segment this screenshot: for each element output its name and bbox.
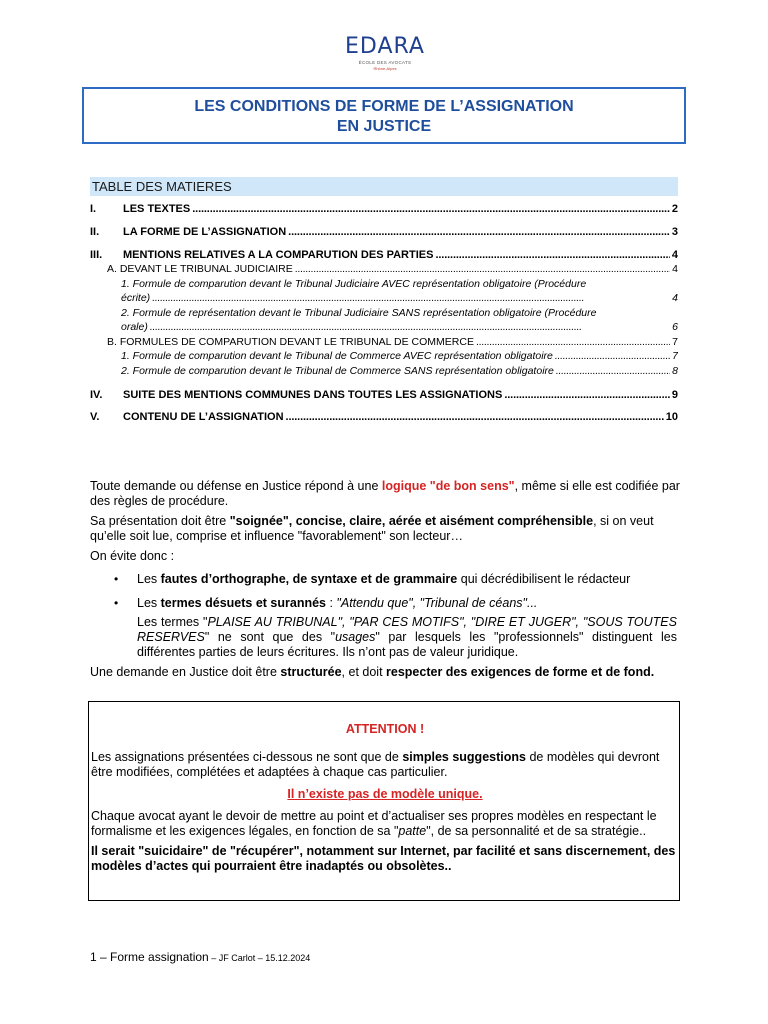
toc-entry-title: LES TEXTES [123,203,191,215]
bullet-icon: • [114,596,119,610]
toc-entry-3b1[interactable] [121,350,678,362]
toc-leader [476,336,670,348]
toc-entry-3a1[interactable] [121,292,678,304]
bold-text: termes désuets et surannés [160,596,326,610]
text-run: " ne sont que des " [204,630,336,644]
toc-entry-5[interactable] [90,411,678,423]
toc-entry-title: orale) [121,321,148,333]
toc-entry-title: MENTIONS RELATIVES A LA COMPARUTION DES PARTIES [123,249,434,261]
toc-entry-3a2[interactable] [121,321,678,333]
text-run: qui décrédibilisent le rédacteur [457,572,631,586]
toc-entry-page: 4 [672,292,678,304]
toc-leader [555,350,670,362]
toc-entry-page: 3 [671,226,678,238]
bold-text: fautes d’orthographe, de syntaxe et de grammaire [160,572,458,586]
toc-entry-title: LA FORME DE L’ASSIGNATION [123,226,287,238]
toc-leader [556,365,670,377]
toc-entry-3[interactable] [90,249,678,261]
bold-text: simples suggestions [402,750,526,764]
toc-leader [295,263,670,275]
italic-text: "Attendu que", "Tribunal de céans"... [336,596,538,610]
attention-paragraph-1 [91,750,679,780]
bullet-icon: • [114,572,119,586]
text-run: Sa présentation doit être [90,514,230,528]
toc-entry-title: A. DEVANT LE TRIBUNAL JUDICIAIRE [107,263,293,275]
toc-entry-page: 7 [672,336,678,348]
text-run: ", de sa personnalité et de sa stratégie.. [426,824,647,838]
text-run: Une demande en Justice doit être [90,665,281,679]
attention-heading: ATTENTION ! [345,722,425,736]
toc-leader [504,389,670,401]
toc-entry-number: I. [90,203,97,215]
toc-entry-number: II. [90,226,100,238]
edara-logo [340,36,430,71]
italic-text: patte [398,824,427,838]
no-unique-model-notice [91,787,679,802]
text-run: de modèles qui devront être modifiées, complétées et adaptées à chaque cas particulier. [91,750,660,779]
toc-leader [150,321,670,333]
toc-leader [435,249,669,261]
title-line-1: LES CONDITIONS DE FORME DE L’ASSIGNATION [194,98,574,115]
toc-entry-title: 1. Formule de comparution devant le Tribunal de Commerce AVEC représentation obligatoire [121,350,553,362]
toc-entry-title: CONTENU DE L’ASSIGNATION [123,411,284,423]
toc-leader [286,411,664,423]
toc-header: TABLE DES MATIERES [90,177,678,196]
toc-entry-3a2-line1[interactable]: 2. Formule de représentation devant le Tribunal Judiciaire SANS représentation obligatoire (Procédure [121,307,597,319]
toc-entry-page: 10 [665,411,678,423]
text-run: Les [137,596,161,610]
structure-paragraph [90,665,680,680]
attention-paragraph-2 [91,809,679,839]
terms-paragraph [137,615,677,660]
toc-leader [152,292,670,304]
logo-subtitle: Rhône-Alpes [373,66,397,71]
toc-entry-1[interactable] [90,203,678,215]
text-run: Chaque avocat ayant le devoir de mettre au point et d’actualiser ses propres modèles en respectant le formalisme et les exigences légales, en fonction de sa " [91,809,657,838]
italic-text: PLAISE AU TRIBUNAL", "PAR CES MOTIFS", "DIRE ET JUGER", "SOUS TOUTES RESERVES [137,615,677,644]
toc-entry-title: 2. Formule de comparution devant le Tribunal de Commerce SANS représentation obligatoire [121,365,554,377]
document-title-box [82,87,686,144]
bullet-item-1 [137,572,680,587]
bold-text: structurée [280,665,342,679]
toc-entry-4[interactable] [90,389,678,401]
intro-paragraph [90,479,680,509]
text-run: " par lesquels les "professionnels" distinguent les différentes parties de leurs écritures. Ils n’ont pas de valeur juridique. [137,630,678,659]
text-run: Toute demande ou défense en Justice répond à une [90,479,382,493]
toc-entry-2[interactable] [90,226,678,238]
avoid-paragraph: On évite donc : [90,549,175,563]
toc-entry-page: 2 [671,203,678,215]
toc-entry-page: 7 [672,350,678,362]
toc-entry-3a1-line1[interactable]: 1. Formule de comparution devant le Tribunal Judiciaire AVEC représentation obligatoire (Procédure [121,278,587,290]
italic-text: usages [335,630,376,644]
toc-entry-number: III. [90,249,103,261]
attention-paragraph-3: Il serait "suicidaire" de "récupérer", notamment sur Internet, par facilité et sans discernement, des modèles d’actes qui pourraient être inadaptés ou obsolètes.. [91,844,676,873]
text-run: Les termes " [137,615,208,629]
text-run: , et doit [341,665,387,679]
toc-entry-title: SUITE DES MENTIONS COMMUNES DANS TOUTES LES ASSIGNATIONS [123,389,503,401]
toc-entry-page: 4 [672,263,678,275]
footer-author-date: – JF Carlot – 15.12.2024 [208,953,311,963]
footer-page-label: 1 – Forme assignation [90,950,209,964]
toc-entry-page: 9 [671,389,678,401]
logo-tagline: ÉCOLE DES AVOCATS [358,60,412,65]
presentation-paragraph [90,514,680,544]
text-run: Les assignations présentées ci-dessous ne sont que de [91,750,403,764]
toc-leader [288,226,670,238]
bold-text: respecter des exigences de forme et de fond. [386,665,655,679]
toc-entry-page: 8 [672,365,678,377]
highlight-text: logique "de bon sens" [381,479,515,493]
underlined-warning: Il n’existe pas de modèle unique. [287,787,483,801]
bold-text: "soignée", concise, claire, aérée et aisément compréhensible [229,514,594,528]
toc-entry-number: V. [90,411,100,423]
text-run: : [326,596,337,610]
text-run: Les [137,572,161,586]
toc-entry-3b2[interactable] [121,365,678,377]
toc-entry-number: IV. [90,389,103,401]
toc-leader [192,203,670,215]
toc-entry-3b[interactable] [107,336,678,348]
toc-entry-page: 4 [671,249,678,261]
text-run: , même si elle est codifiée par des règles de procédure. [90,479,680,508]
title-line-2: EN JUSTICE [336,118,432,135]
toc-entry-3a[interactable] [107,263,678,275]
toc-entry-page: 6 [672,321,678,333]
logo-wordmark: EDARA [345,34,425,59]
text-run: , si on veut qu’elle soit lue, comprise et influence "favorablement" son lecteur… [90,514,654,543]
toc-entry-title: écrite) [121,292,151,304]
page-footer [90,950,310,964]
bullet-item-2 [137,596,680,611]
attention-box [88,701,680,901]
toc-entry-title: B. FORMULES DE COMPARUTION DEVANT LE TRIBUNAL DE COMMERCE [107,336,474,348]
